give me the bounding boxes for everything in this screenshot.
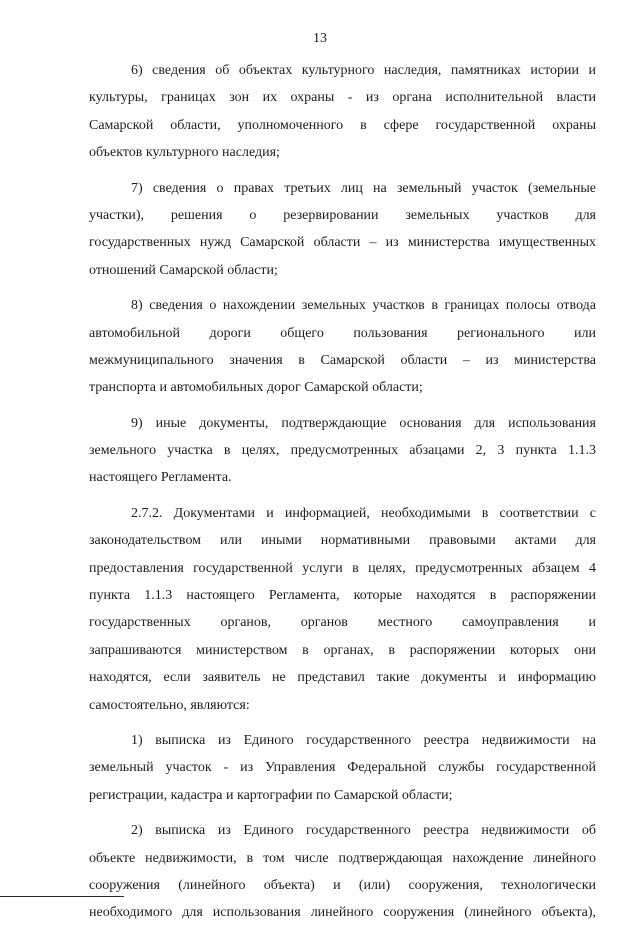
paragraph-2-7-2 [89,500,596,719]
document-body [89,57,596,935]
text-line: необходимого для использования линейного сооружения (линейного объекта), [89,905,596,921]
text-line: транспорта и автомобильных дорог Самарской области; [89,380,423,396]
text-line: находятся, если заявитель не представил такие документы и информацию [89,670,596,686]
footer-rule [0,896,124,897]
text-line: 2.7.2. Документами и информацией, необходимыми в соответствии с [131,505,596,521]
paragraph-item-8 [89,292,596,402]
text-line: предоставления государственной услуги в целях, предусмотренных абзацем 4 [89,560,596,576]
text-line: 7) сведения о правах третьих лиц на земельный участок (земельные [131,180,596,196]
text-line: участки), решения о резервировании земельных участков для [89,207,596,223]
text-line: пункта 1.1.3 настоящего Регламента, которые находятся в распоряжении [89,588,596,604]
text-line: отношений Самарской области; [89,262,278,278]
text-line: 9) иные документы, подтверждающие основания для использования [131,415,596,431]
text-line: 8) сведения о нахождении земельных участков в границах полосы отвода [131,298,596,314]
text-line: 2) выписка из Единого государственного реестра недвижимости об [131,823,596,839]
text-line: законодательством или иными нормативными правовыми актами для [89,533,596,549]
text-line: 1) выписка из Единого государственного реестра недвижимости на [131,732,596,748]
text-line: настоящего Регламента. [89,470,232,486]
text-line: государственных нужд Самарской области – из министерства имущественных [89,235,596,251]
text-line: культуры, границах зон их охраны - из органа исполнительной власти [89,90,596,106]
text-line: запрашиваются министерством в органах, в распоряжении которых они [89,642,596,658]
paragraph-item-6 [89,57,596,167]
text-line: земельный участок - из Управления Федеральной службы государственной [89,760,596,776]
page-number: 13 [313,31,327,46]
text-line: регистрации, кадастра и картографии по Самарской области; [89,787,453,803]
paragraph-item-9 [89,410,596,492]
text-line: автомобильной дороги общего пользования регионального или [89,325,596,341]
text-line: государственных органов, органов местного самоуправления и [89,615,596,631]
paragraph-item-7 [89,175,596,285]
text-line: Самарской области, уполномоченного в сфере государственной охраны [89,117,596,133]
text-line: объекте недвижимости, в том числе подтверждающая нахождение линейного [89,850,596,866]
paragraph-subitem-1 [89,727,596,809]
text-line: объектов культурного наследия; [89,145,280,161]
text-line: сооружения (линейного объекта) и (или) сооружения, технологически [89,877,596,893]
text-line: межмуниципального значения в Самарской области – из министерства [89,352,596,368]
paragraph-subitem-2 [89,817,596,927]
text-line: самостоятельно, являются: [89,697,250,713]
text-line: земельного участка в целях, предусмотренных абзацами 2, 3 пункта 1.1.3 [89,443,596,459]
text-line: 6) сведения об объектах культурного наследия, памятниках истории и [131,63,596,78]
